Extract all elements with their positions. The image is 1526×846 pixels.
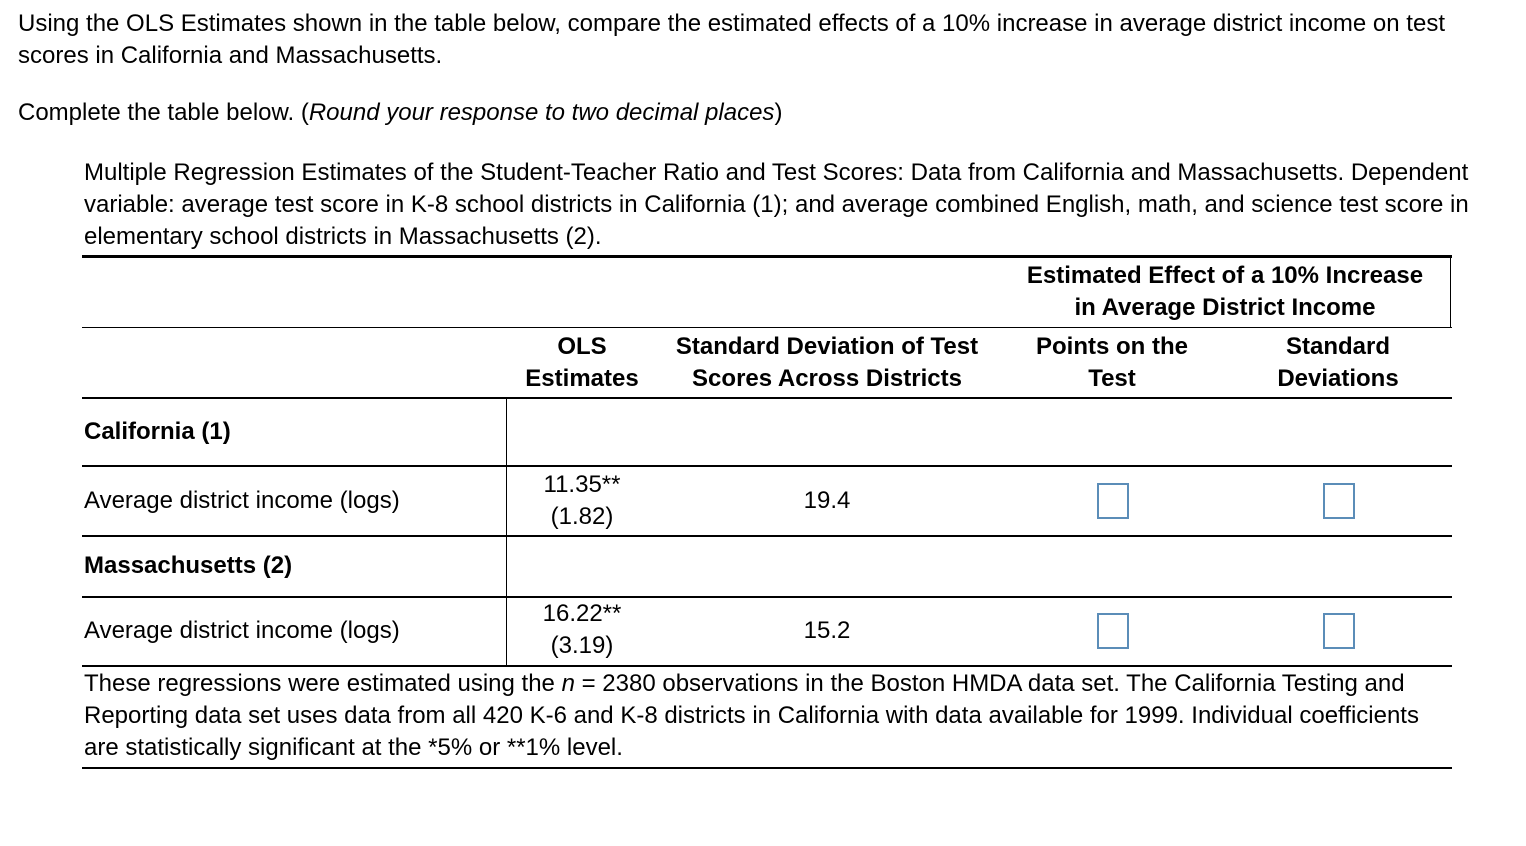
section-label-california: California (1) (84, 418, 231, 445)
row-label-california-income: Average district income (logs) (84, 487, 400, 514)
se-massachusetts: (3.19) (550, 632, 614, 659)
ols-estimate-california (507, 469, 657, 533)
rule-ca-label-bottom (82, 465, 1452, 467)
rule-top (82, 255, 1452, 258)
col-header-ols (507, 331, 657, 395)
col-header-ols-line1: OLS (557, 333, 607, 360)
col-header-points-line2: Test (1088, 365, 1136, 392)
coef-california: 11.35** (543, 471, 621, 498)
rule-ma-row-bottom (82, 665, 1452, 667)
group-header-line1: Estimated Effect of a 10% Increase (1026, 262, 1424, 289)
note-part2: = 2380 observations in the Boston HMDA data set. The California Testing and Reporting data set uses data from all 420 K-6 and K-8 districts in California with data available for 1999. Individual coefficients are statistically significant at the *5% or **1% level. (84, 670, 1419, 761)
points-input-massachusetts[interactable] (1097, 613, 1129, 649)
instruction-text (18, 97, 782, 129)
rule-ca-row-bottom (82, 535, 1452, 537)
col-header-ols-line2: Estimates (525, 365, 639, 392)
regression-table (82, 255, 1452, 775)
rule-ma-label-bottom (82, 596, 1452, 598)
stdev-input-massachusetts[interactable] (1323, 613, 1355, 649)
col-header-points (1012, 331, 1212, 395)
col-header-stdev-line2: Deviations (1277, 365, 1399, 392)
note-part1: These regressions were estimated using the (84, 670, 562, 697)
instruction-italic: Round your response to two decimal places (308, 99, 775, 126)
group-header-right-border (1450, 255, 1451, 328)
col-header-stdev-line1: Standard (1285, 333, 1390, 360)
table-footnote (84, 668, 1452, 764)
col-header-sd-line2: Scores Across Districts (692, 365, 962, 392)
rule-group-bottom (82, 327, 1452, 328)
stdev-input-california[interactable] (1323, 483, 1355, 519)
se-california: (1.82) (550, 503, 614, 530)
section-label-massachusetts: Massachusetts (2) (84, 552, 293, 579)
col-header-stdev (1238, 331, 1438, 395)
question-text: Using the OLS Estimates shown in the table below, compare the estimated effects of a 10% increase in average district income on test scores in California and Massachusetts. (18, 10, 1445, 69)
group-header-line2: in Average District Income (1074, 294, 1376, 321)
col-header-sd-line1: Standard Deviation of Test (675, 333, 979, 360)
table-caption: Multiple Regression Estimates of the Student-Teacher Ratio and Test Scores: Data from California and Massachusetts. Dependent variable: average test score in K-8 school districts in California (1); and average combined English, math, and science test score in elementary school districts in Massachusetts (2). (84, 159, 1469, 250)
ols-estimate-massachusetts (507, 598, 657, 662)
col-header-points-line1: Points on the (1036, 333, 1188, 360)
rule-note-bottom (82, 767, 1452, 769)
col-header-sd (652, 331, 1002, 395)
row-label-massachusetts-income: Average district income (logs) (84, 617, 400, 644)
group-header (1000, 260, 1450, 324)
rule-header-bottom (82, 397, 1452, 399)
coef-massachusetts: 16.22** (542, 600, 622, 627)
points-input-california[interactable] (1097, 483, 1129, 519)
instruction-suffix: ) (774, 99, 783, 126)
sd-massachusetts: 15.2 (803, 617, 851, 644)
instruction-prefix: Complete the table below. ( (18, 99, 309, 126)
note-n: n (561, 670, 575, 697)
sd-california: 19.4 (803, 487, 851, 514)
